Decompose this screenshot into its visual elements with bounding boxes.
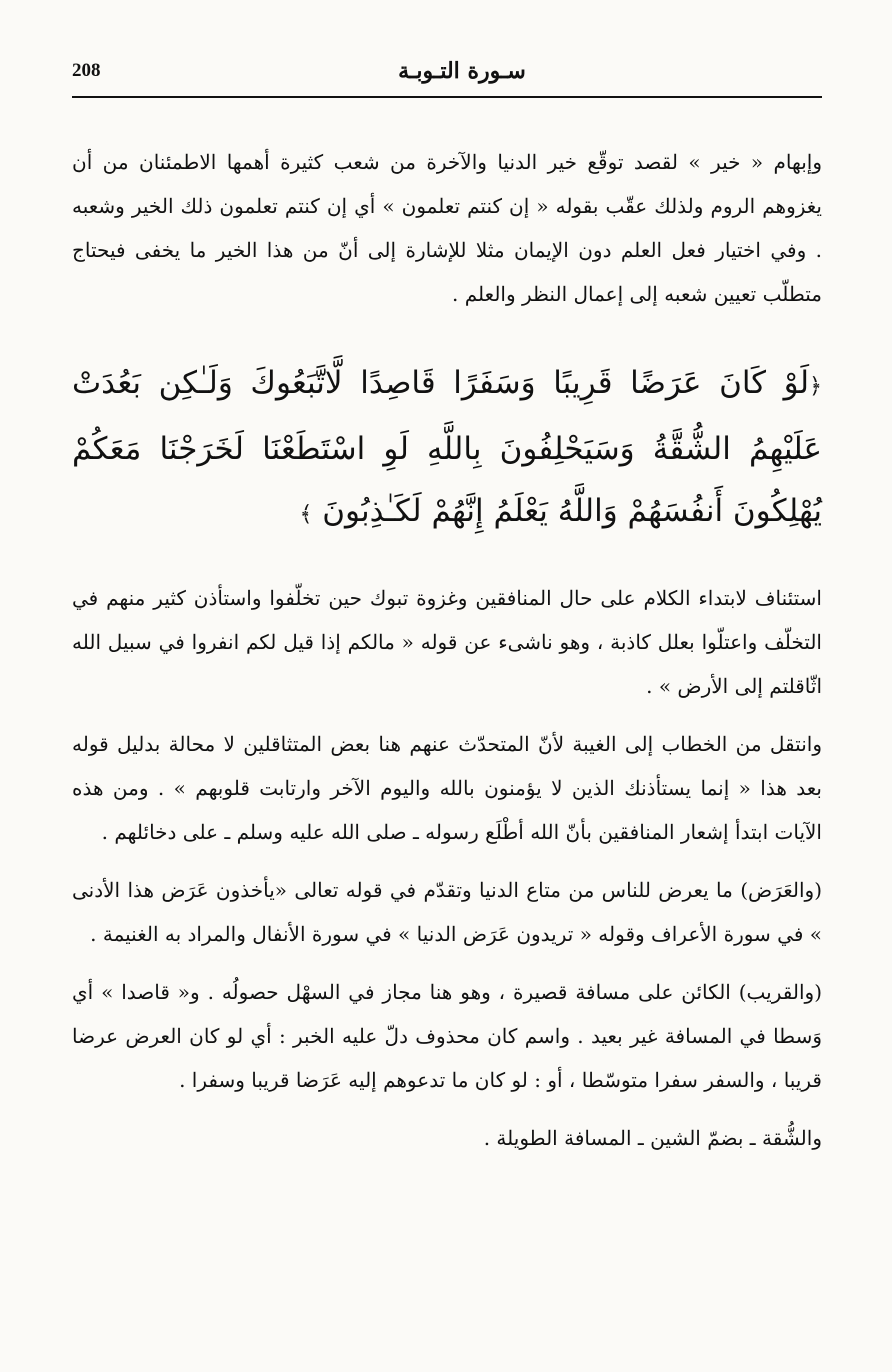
verse-open-bracket: ﴿ <box>809 374 822 399</box>
paragraph-3: وانتقل من الخطاب إلى الغيبة لأنّ المتحدّث عنهم هنا بعض المتثاقلين لا محالة بدليل قوله بعد هذا « إنما يستأذنك الذين لا يؤمنون بالله واليوم الآخر وارتابت قلوبهم » . ومن هذه الآيات ابتدأ إشعار المنافقين بأنّ الله أطْلَع رسوله ـ صلى الله عليه وسلم ـ على دخائلهم . <box>72 732 822 844</box>
header-rule <box>72 96 822 98</box>
verse-text: لَوْ كَانَ عَرَضًا قَرِيبًا وَسَفَرًا قَاصِدًا لَّاتَّبَعُوكَ وَلَـٰكِن بَعُدَتْ عَلَيْهِمُ الشُّقَّةُ وَسَيَحْلِفُونَ بِاللَّهِ لَوِ اسْتَطَعْنَا لَخَرَجْنَا مَعَكُمْ يُهْلِكُونَ أَنفُسَهُمْ وَاللَّهُ يَعْلَمُ إِنَّهُمْ لَكَـٰذِبُونَ <box>72 365 822 529</box>
paragraph-4: (والعَرَض) ما يعرض للناس من متاع الدنيا وتقدّم في قوله تعالى «يأخذون عَرَض هذا الأدنى » في سورة الأعراف وقوله « تريدون عَرَض الدنيا » في سورة الأنفال والمراد به الغنيمة . <box>72 878 822 946</box>
page-body <box>72 140 822 1174</box>
surah-title: سـورة التـوبـة <box>398 58 526 84</box>
page-header <box>72 58 822 94</box>
paragraph-2: استئناف لابتداء الكلام على حال المنافقين وغزوة تبوك حين تخلّفوا واستأذن كثير منهم في التخلّف واعتلّوا بعلل كاذبة ، وهو ناشىء عن قوله « مالكم إذا قيل لكم انفروا في سبيل الله اثّاقلتم إلى الأرض » . <box>72 586 822 698</box>
quran-verse <box>72 352 822 546</box>
verse-close-bracket: ﴾ <box>299 502 313 527</box>
paragraph-6: والشُّقة ـ بضمّ الشين ـ المسافة الطويلة . <box>483 1126 822 1150</box>
paragraph-5: (والقريب) الكائن على مسافة قصيرة ، وهو هنا مجاز في السهْل حصولُه . و« قاصدا » أي وَسطا في المسافة غير بعيد . واسم كان محذوف دلّ عليه الخبر : أي لو كان العرض عرضا قريبا ، والسفر سفرا متوسّطا ، أو : لو كان ما تدعوهم إليه عَرَضا قريبا وسفرا . <box>72 980 822 1092</box>
page-number: 208 <box>72 60 101 81</box>
paragraph-1: وإبهام « خير » لقصد توقّع خير الدنيا والآخرة من شعب كثيرة أهمها الاطمئنان من أن يغزوهم الروم ولذلك عقّب بقوله « إن كنتم تعلمون » أي إن كنتم تعلمون ذلك الخير وشعبه . وفي اختيار فعل العلم دون الإيمان مثلا للإشارة إلى أنّ من هذا الخير ما يخفى فيحتاج متطلّب تعيين شعبه إلى إعمال النظر والعلم . <box>72 150 822 306</box>
